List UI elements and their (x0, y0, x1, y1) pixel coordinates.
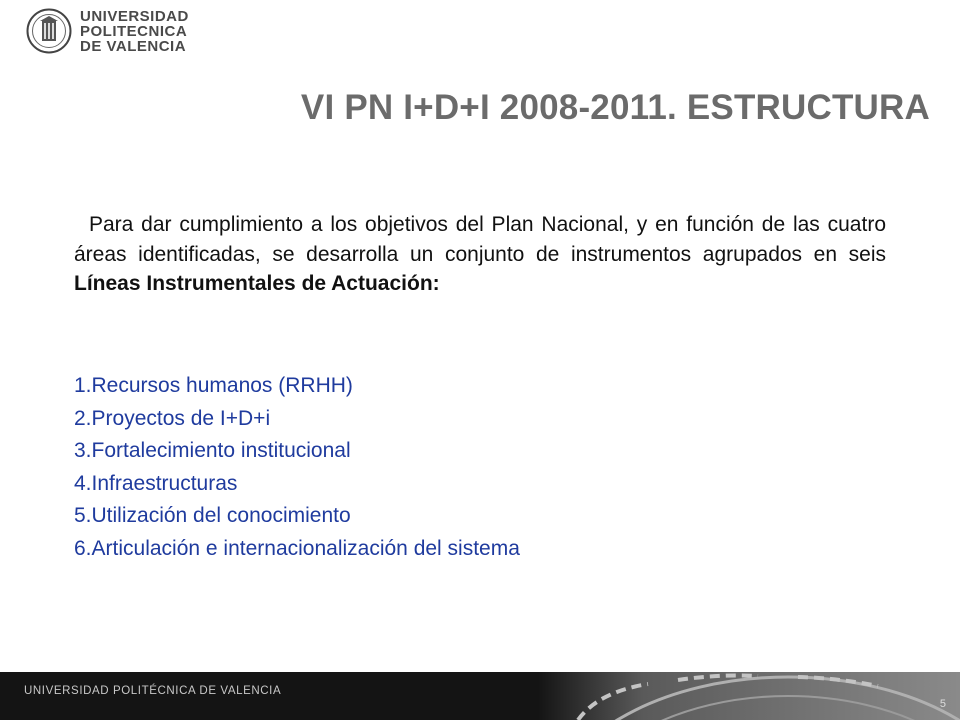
intro-paragraph (74, 210, 886, 299)
university-seal-icon (26, 8, 72, 54)
instrumental-lines-list (74, 370, 520, 565)
slide-title: VI PN I+D+I 2008-2011. ESTRUCTURA (300, 88, 930, 127)
list-item: 3.Fortalecimiento institucional (74, 439, 351, 462)
footer-institution: UNIVERSIDAD POLITÉCNICA DE VALENCIA (24, 685, 282, 697)
footer-bar (0, 672, 960, 720)
logo-line-2: POLITECNICA (80, 22, 188, 40)
intro-emphasis: Líneas Instrumentales de Actuación: (74, 272, 440, 295)
logo-line-1: UNIVERSIDAD (80, 7, 189, 25)
page-number: 5 (939, 698, 946, 710)
intro-text: Para dar cumplimiento a los objetivos del Plan Nacional, y en función de las cuatro áreas identificadas, se desarrolla un conjunto de instrumentos agrupados en seis (74, 213, 886, 266)
list-item: 2.Proyectos de I+D+i (74, 406, 271, 430)
logo-line-3: DE VALENCIA (80, 37, 187, 55)
seal-watermark-icon (538, 672, 960, 720)
list-item: 1.Recursos humanos (RRHH) (74, 374, 353, 397)
logo-wordmark (80, 9, 189, 54)
list-item: 5.Utilización del conocimiento (74, 504, 351, 527)
university-logo (26, 8, 189, 54)
list-item: 4.Infraestructuras (74, 471, 238, 495)
list-item: 6.Articulación e internacionalización del sistema (74, 536, 520, 560)
